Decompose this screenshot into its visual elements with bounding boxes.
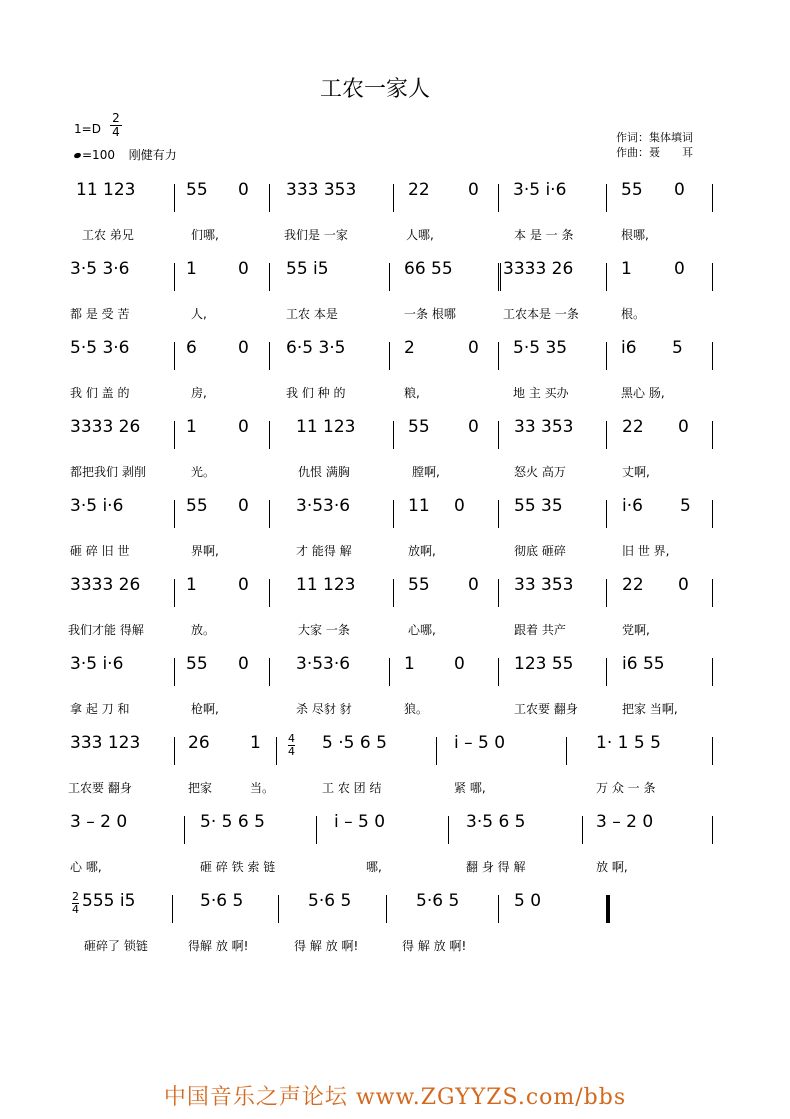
note-group: i6 55	[622, 654, 665, 674]
lyric-text: 拿 起 刀 和	[70, 702, 130, 716]
barline	[712, 658, 713, 686]
time-change-top: 4	[288, 732, 295, 745]
note-group: 5· 5 6 5	[200, 812, 265, 832]
lyric-text: 哪,	[366, 860, 382, 874]
note-group: 1	[186, 417, 197, 437]
score-row	[66, 575, 722, 665]
note-group: 123 55	[514, 654, 574, 674]
note-group: 33 353	[514, 575, 574, 595]
credits	[616, 130, 693, 160]
lyric-text: 紧 哪,	[454, 781, 486, 795]
lyric-text: 旧 世 界,	[622, 544, 670, 558]
barline	[269, 421, 270, 449]
note-group: 6·5 3·5	[286, 338, 346, 358]
barline	[389, 263, 390, 291]
note-group: 3·5 6 5	[466, 812, 526, 832]
note-group: 66 55	[404, 259, 453, 279]
note-group: 1	[404, 654, 415, 674]
lyric-text: 人,	[191, 307, 207, 321]
lyric-text: 光。	[191, 465, 216, 479]
barline	[498, 263, 499, 291]
time-signature-bottom: 4	[110, 125, 122, 139]
barline	[174, 184, 175, 212]
note-group: 11	[408, 496, 430, 516]
note-group: 1	[250, 733, 261, 753]
lyricist-credit: 作词：集体填词	[616, 131, 693, 144]
note-group: 5	[680, 496, 691, 516]
note-group: 3 – 2 0	[596, 812, 654, 832]
score-row	[66, 338, 722, 428]
barline	[278, 895, 279, 923]
barline	[606, 500, 607, 528]
lyric-text: 砸 碎 旧 世	[70, 544, 130, 558]
lyric-text: 砸碎了 锁链	[84, 939, 148, 953]
barline	[566, 737, 567, 765]
note-group: 3333 26	[70, 575, 141, 595]
lyric-text: 杀 尽豺 豺	[296, 702, 352, 716]
barline	[498, 658, 499, 686]
barline	[269, 184, 270, 212]
lyric-text: 膛啊,	[412, 465, 440, 479]
barline	[393, 579, 394, 607]
note-group: 0	[238, 180, 249, 200]
note-group: 3333 26	[70, 417, 141, 437]
note-group: 0	[674, 180, 685, 200]
note-group: 0	[678, 575, 689, 595]
lyric-text: 把家 当啊,	[622, 702, 678, 716]
lyric-text: 狼。	[404, 702, 429, 716]
score-row	[66, 812, 722, 902]
lyric-text: 本 是 一 条	[514, 228, 574, 242]
lyric-text: 心哪,	[408, 623, 436, 637]
tempo-marking	[74, 146, 177, 163]
barline	[174, 421, 175, 449]
barline	[498, 579, 499, 607]
lyric-text: 枪啊,	[191, 702, 219, 716]
barline	[174, 737, 175, 765]
note-group: 1	[621, 259, 632, 279]
note-group: 3333 26	[503, 259, 574, 279]
lyric-text: 翻 身 得 解	[466, 860, 526, 874]
note-group: 6	[186, 338, 197, 358]
note-group: 22	[408, 180, 430, 200]
note-group: 5·6 5	[308, 891, 352, 911]
note-group: i – 5 0	[334, 812, 386, 832]
barline	[606, 263, 607, 291]
note-group: i·6	[622, 496, 643, 516]
barline	[174, 342, 175, 370]
lyric-text: 工农 弟兄	[82, 228, 134, 242]
note-group: 0	[468, 338, 479, 358]
barline	[436, 737, 437, 765]
time-signature-change	[72, 891, 79, 916]
score-row	[66, 891, 722, 981]
barline	[172, 895, 173, 923]
score-row	[66, 417, 722, 507]
barline	[316, 816, 317, 844]
note-group: 11 123	[76, 180, 136, 200]
lyric-text: 界啊,	[191, 544, 219, 558]
note-group: 5·6 5	[416, 891, 460, 911]
lyric-text: 放。	[191, 623, 216, 637]
note-group: 0	[238, 259, 249, 279]
time-change-bottom: 4	[72, 903, 79, 916]
note-group: 22	[622, 575, 644, 595]
barline	[276, 737, 277, 765]
tempo-value: =100	[82, 148, 115, 162]
lyric-text: 都 是 受 苦	[70, 307, 130, 321]
note-group: 333 353	[286, 180, 357, 200]
key-signature: 1=D	[74, 122, 101, 136]
lyric-text: 一条 根哪	[404, 307, 456, 321]
note-group: 55	[186, 180, 208, 200]
barline	[712, 421, 713, 449]
barline	[393, 184, 394, 212]
note-group: 5·6 5	[200, 891, 244, 911]
note-group: 0	[674, 259, 685, 279]
lyric-text: 根哪,	[621, 228, 649, 242]
score-row	[66, 654, 722, 744]
score-row	[66, 733, 722, 823]
note-group: 22	[622, 417, 644, 437]
note-group: 11 123	[296, 417, 356, 437]
lyric-text: 工农 本是	[286, 307, 338, 321]
lyric-text: 大家 一条	[298, 623, 350, 637]
barline	[712, 263, 713, 291]
barline	[389, 658, 390, 686]
lyric-text: 得解 放 啊!	[188, 939, 249, 953]
barline	[608, 895, 610, 923]
lyric-text: 砸 碎 铁 索 链	[200, 860, 276, 874]
barline	[448, 816, 449, 844]
note-group: 333 123	[70, 733, 141, 753]
note-group: 0	[238, 575, 249, 595]
lyric-text: 人哪,	[406, 228, 434, 242]
note-group: 2	[404, 338, 415, 358]
note-group: 3 – 2 0	[70, 812, 128, 832]
barline	[712, 816, 713, 844]
note-group: 3·53·6	[296, 496, 351, 516]
lyric-text: 得 解 放 啊!	[294, 939, 359, 953]
lyric-text: 丈啊,	[622, 465, 650, 479]
lyric-text: 房,	[191, 386, 207, 400]
note-group: 0	[238, 417, 249, 437]
lyric-text: 彻底 砸碎	[514, 544, 566, 558]
score-row	[66, 496, 722, 586]
note-group: 1	[186, 575, 197, 595]
lyric-text: 仇恨 满胸	[298, 465, 350, 479]
lyric-text: 放啊,	[408, 544, 436, 558]
barline	[393, 500, 394, 528]
note-group: 11 123	[296, 575, 356, 595]
note-group: 0	[238, 496, 249, 516]
note-group: 3·5 3·6	[70, 259, 130, 279]
composer-credit: 作曲：聂 耳	[616, 146, 693, 159]
barline	[269, 500, 270, 528]
barline	[498, 421, 499, 449]
note-group: 55	[621, 180, 643, 200]
lyric-text: 我们才能 得解	[68, 623, 144, 637]
lyric-text: 我 们 盖 的	[70, 386, 130, 400]
barline	[500, 263, 501, 291]
lyric-text: 黑心 肠,	[621, 386, 665, 400]
note-group: 0	[468, 180, 479, 200]
note-group: 1· 1 5 5	[596, 733, 661, 753]
note-group: 26	[188, 733, 210, 753]
quarter-note-icon	[73, 152, 81, 159]
note-group: 5·5 35	[513, 338, 568, 358]
barline	[174, 658, 175, 686]
note-group: 3·5 i·6	[70, 654, 124, 674]
note-group: 0	[678, 417, 689, 437]
lyric-text: 怒火 高万	[514, 465, 566, 479]
lyric-text: 当。	[250, 781, 275, 795]
lyric-text: 我们是 一家	[284, 228, 348, 242]
expression-mark: 刚健有力	[128, 148, 177, 162]
note-group: 3·53·6	[296, 654, 351, 674]
note-group: 3·5 i·6	[70, 496, 124, 516]
barline	[498, 895, 499, 923]
score-row	[66, 180, 722, 270]
lyric-text: 都把我们 剥削	[70, 465, 146, 479]
lyric-text: 党啊,	[622, 623, 650, 637]
barline	[582, 816, 583, 844]
barline	[174, 500, 175, 528]
barline	[389, 342, 390, 370]
lyric-text: 工农要 翻身	[68, 781, 132, 795]
note-group: 0	[238, 338, 249, 358]
note-group: i – 5 0	[454, 733, 506, 753]
lyric-text: 工农要 翻身	[514, 702, 578, 716]
note-group: 55	[408, 575, 430, 595]
note-group: 555 i5	[82, 891, 136, 911]
note-group: 55	[186, 496, 208, 516]
lyric-text: 们哪,	[191, 228, 219, 242]
lyric-text: 得 解 放 啊!	[402, 939, 467, 953]
barline	[498, 342, 499, 370]
note-group: i6	[621, 338, 637, 358]
time-signature-change	[288, 733, 295, 758]
lyric-text: 根。	[621, 307, 646, 321]
note-group: 0	[454, 496, 465, 516]
barline	[498, 184, 499, 212]
barline	[606, 184, 607, 212]
note-group: 5·5 3·6	[70, 338, 130, 358]
barline	[712, 184, 713, 212]
lyric-text: 工 农 团 结	[322, 781, 382, 795]
barline	[498, 500, 499, 528]
note-group: 55	[408, 417, 430, 437]
barline	[393, 421, 394, 449]
note-group: 55 i5	[286, 259, 329, 279]
note-group: 0	[468, 575, 479, 595]
lyric-text: 才 能得 解	[296, 544, 352, 558]
lyric-text: 工农本是 一条	[503, 307, 579, 321]
lyric-text: 万 众 一 条	[596, 781, 656, 795]
note-group: 33 353	[514, 417, 574, 437]
time-change-bottom: 4	[288, 745, 295, 758]
note-group: 55 35	[514, 496, 563, 516]
barline	[606, 342, 607, 370]
note-group: 3·5 i·6	[513, 180, 567, 200]
barline	[269, 658, 270, 686]
barline	[184, 816, 185, 844]
note-group: 55	[186, 654, 208, 674]
barline	[712, 342, 713, 370]
barline	[386, 895, 387, 923]
barline	[269, 263, 270, 291]
lyric-text: 放 啊,	[596, 860, 628, 874]
time-signature-top: 2	[112, 111, 120, 125]
score-row	[66, 259, 722, 349]
barline	[606, 421, 607, 449]
note-group: 0	[468, 417, 479, 437]
barline	[269, 579, 270, 607]
note-group: 5 ·5 6 5	[322, 733, 387, 753]
barline	[174, 263, 175, 291]
song-title: 工农一家人	[319, 77, 430, 102]
lyric-text: 心 哪,	[70, 860, 102, 874]
time-signature	[110, 112, 122, 139]
lyric-text: 把家	[188, 781, 213, 795]
barline	[606, 658, 607, 686]
note-group: 1	[186, 259, 197, 279]
note-group: 5	[672, 338, 683, 358]
barline	[712, 579, 713, 607]
note-group: 5 0	[514, 891, 542, 911]
forum-watermark: 中国音乐之声论坛 www.ZGYYZS.com/bbs	[163, 1085, 627, 1110]
lyric-text: 我 们 种 的	[286, 386, 346, 400]
barline	[712, 500, 713, 528]
lyric-text: 地 主 买办	[513, 386, 569, 400]
barline	[712, 737, 713, 765]
time-change-top: 2	[72, 890, 79, 903]
barline	[606, 579, 607, 607]
barline	[174, 579, 175, 607]
note-group: 0	[454, 654, 465, 674]
lyric-text: 粮,	[404, 386, 420, 400]
note-group: 0	[238, 654, 249, 674]
lyric-text: 跟着 共产	[514, 623, 566, 637]
barline	[269, 342, 270, 370]
